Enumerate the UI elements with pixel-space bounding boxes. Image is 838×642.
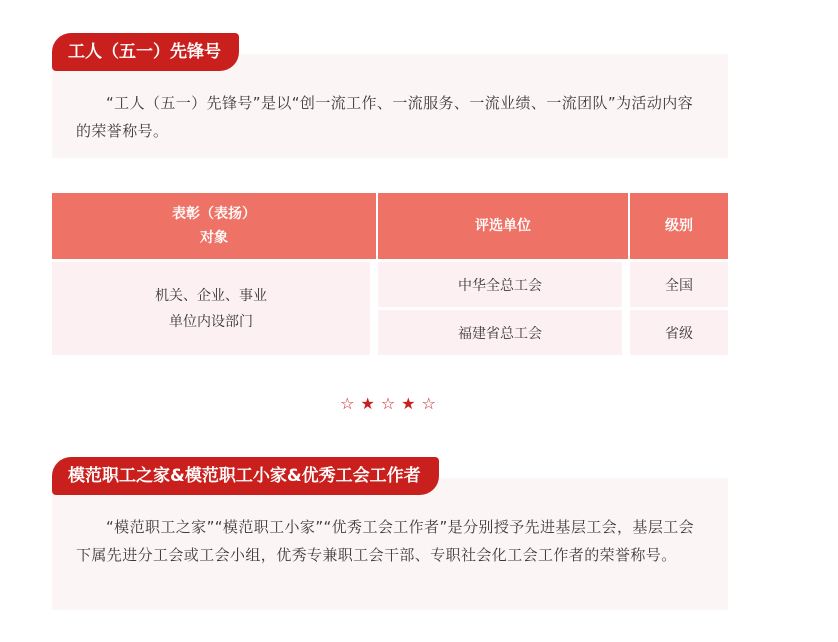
level-cell: 省级	[630, 307, 728, 355]
table-row	[52, 259, 728, 307]
unit-cell: 福建省总工会	[378, 307, 630, 355]
header-target	[52, 193, 378, 259]
star-divider	[0, 394, 782, 413]
honor-table	[52, 193, 728, 355]
model-home-description-text: “模范职工之家”“模范职工小家”“优秀工会工作者”是分别授予先进基层工会，基层工会下属先进分工会或工会小组，优秀专兼职工会干部、专职社会化工会工作者的荣誉称号。	[76, 518, 695, 564]
star-outline-icon: ☆	[340, 394, 361, 413]
section-tag-model-home: 模范职工之家&模范职工小家&优秀工会工作者	[52, 457, 439, 495]
header-level: 级别	[630, 193, 728, 259]
star-filled-icon: ★	[360, 394, 381, 413]
target-line2: 单位内设部门	[169, 313, 253, 330]
level-cell: 全国	[630, 259, 728, 307]
star-outline-icon: ☆	[421, 394, 442, 413]
header-unit: 评选单位	[378, 193, 630, 259]
section-tag-pioneer: 工人（五一）先锋号	[52, 33, 239, 71]
star-outline-icon: ☆	[380, 394, 402, 413]
target-line1: 机关、企业、事业	[155, 287, 267, 304]
target-cell	[52, 259, 378, 355]
star-filled-icon: ★	[401, 394, 422, 413]
pioneer-description-text: “工人（五一）先锋号”是以“创一流工作、一流服务、一流业绩、一流团队”为活动内容的荣誉称号。	[76, 94, 694, 140]
header-target-line2: 对象	[200, 230, 228, 246]
header-target-line1: 表彰（表扬）	[172, 206, 256, 222]
unit-cell: 中华全总工会	[378, 259, 630, 307]
table-header-row	[52, 193, 728, 259]
